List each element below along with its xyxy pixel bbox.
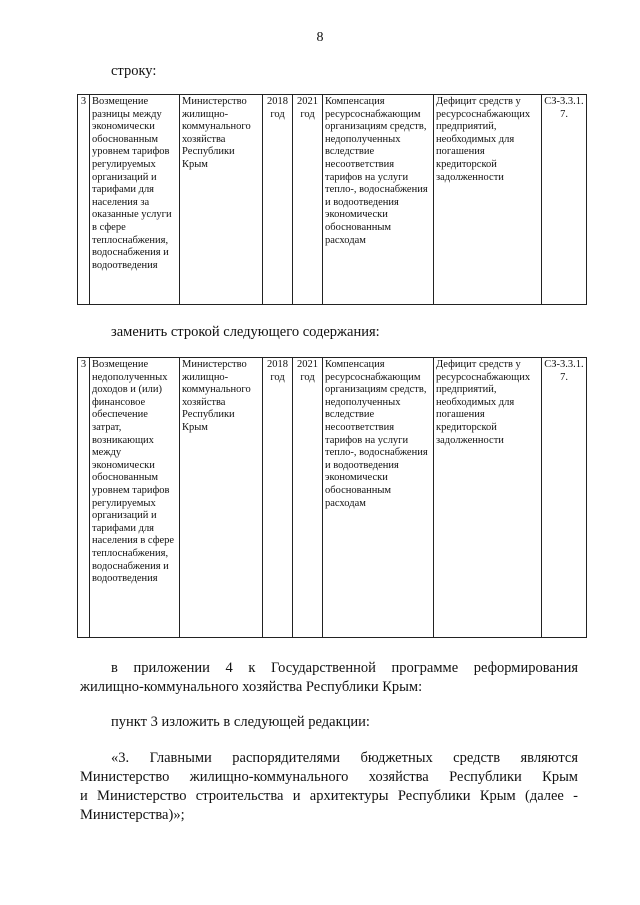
expected-result: Компенсация ресурсоснабжающим организациям средств, недополученных вследствие несоответствия тарифов на услуги тепло-, водоснабжения и водоотведения экономически обоснованным расходам	[323, 95, 434, 305]
new-row-table	[77, 357, 587, 638]
row-number: 3	[78, 358, 90, 638]
year-start: 2018 год	[263, 95, 293, 305]
link-code: СЗ-3.3.1.7.	[542, 95, 587, 305]
quote-line-2: Министерство жилищно-коммунального хозяйства Республики Крым	[80, 769, 578, 785]
quote-line-1: «3. Главными распорядителями бюджетных средств являются	[111, 750, 578, 766]
old-row-table	[77, 94, 587, 305]
year-end: 2021 год	[293, 95, 323, 305]
consequence: Дефицит средств у ресурсоснабжающих предприятий, необходимых для погашения кредиторской задолженности	[434, 358, 542, 638]
executor: Министерство жилищно-коммунального хозяйства Республики Крым	[180, 95, 263, 305]
old-table-row	[78, 95, 587, 305]
replace-text: заменить строкой следующего содержания:	[111, 324, 380, 340]
year-end: 2021 год	[293, 358, 323, 638]
new-table-row	[78, 358, 587, 638]
page-number: 8	[316, 30, 324, 45]
point-text: пункт 3 изложить в следующей редакции:	[111, 714, 370, 730]
appendix-line-2: жилищно-коммунального хозяйства Республики Крым:	[80, 679, 423, 695]
appendix-line-1: в приложении 4 к Государственной программе реформирования	[111, 660, 578, 676]
intro-text: строку:	[111, 63, 157, 79]
link-code: СЗ-3.3.1.7.	[542, 358, 587, 638]
quote-line-3: и Министерство строительства и архитектуры Республики Крым (далее -	[80, 788, 578, 804]
consequence: Дефицит средств у ресурсоснабжающих предприятий, необходимых для погашения кредиторской задолженности	[434, 95, 542, 305]
measure-description: Возмещение разницы между экономически обоснованным уровнем тарифов регулируемых организаций и тарифами для населения за оказанные услуги в сфере теплоснабжения, водоснабжения и водоотведения	[90, 95, 180, 305]
expected-result: Компенсация ресурсоснабжающим организациям средств, недополученных вследствие несоответствия тарифов на услуги тепло-, водоснабжения и водоотведения экономически обоснованным расходам	[323, 358, 434, 638]
year-start: 2018 год	[263, 358, 293, 638]
executor: Министерство жилищно-коммунального хозяйства Республики Крым	[180, 358, 263, 638]
measure-description: Возмещение недополученных доходов и (или) финансовое обеспечение затрат, возникающих между экономически обоснованным уровнем тарифов регулируемых организаций и тарифами для населения в сфере теплоснабжения, водоснабжения и водоотведения	[90, 358, 180, 638]
row-number: 3	[78, 95, 90, 305]
quote-line-4: Министерства)»;	[80, 807, 185, 823]
